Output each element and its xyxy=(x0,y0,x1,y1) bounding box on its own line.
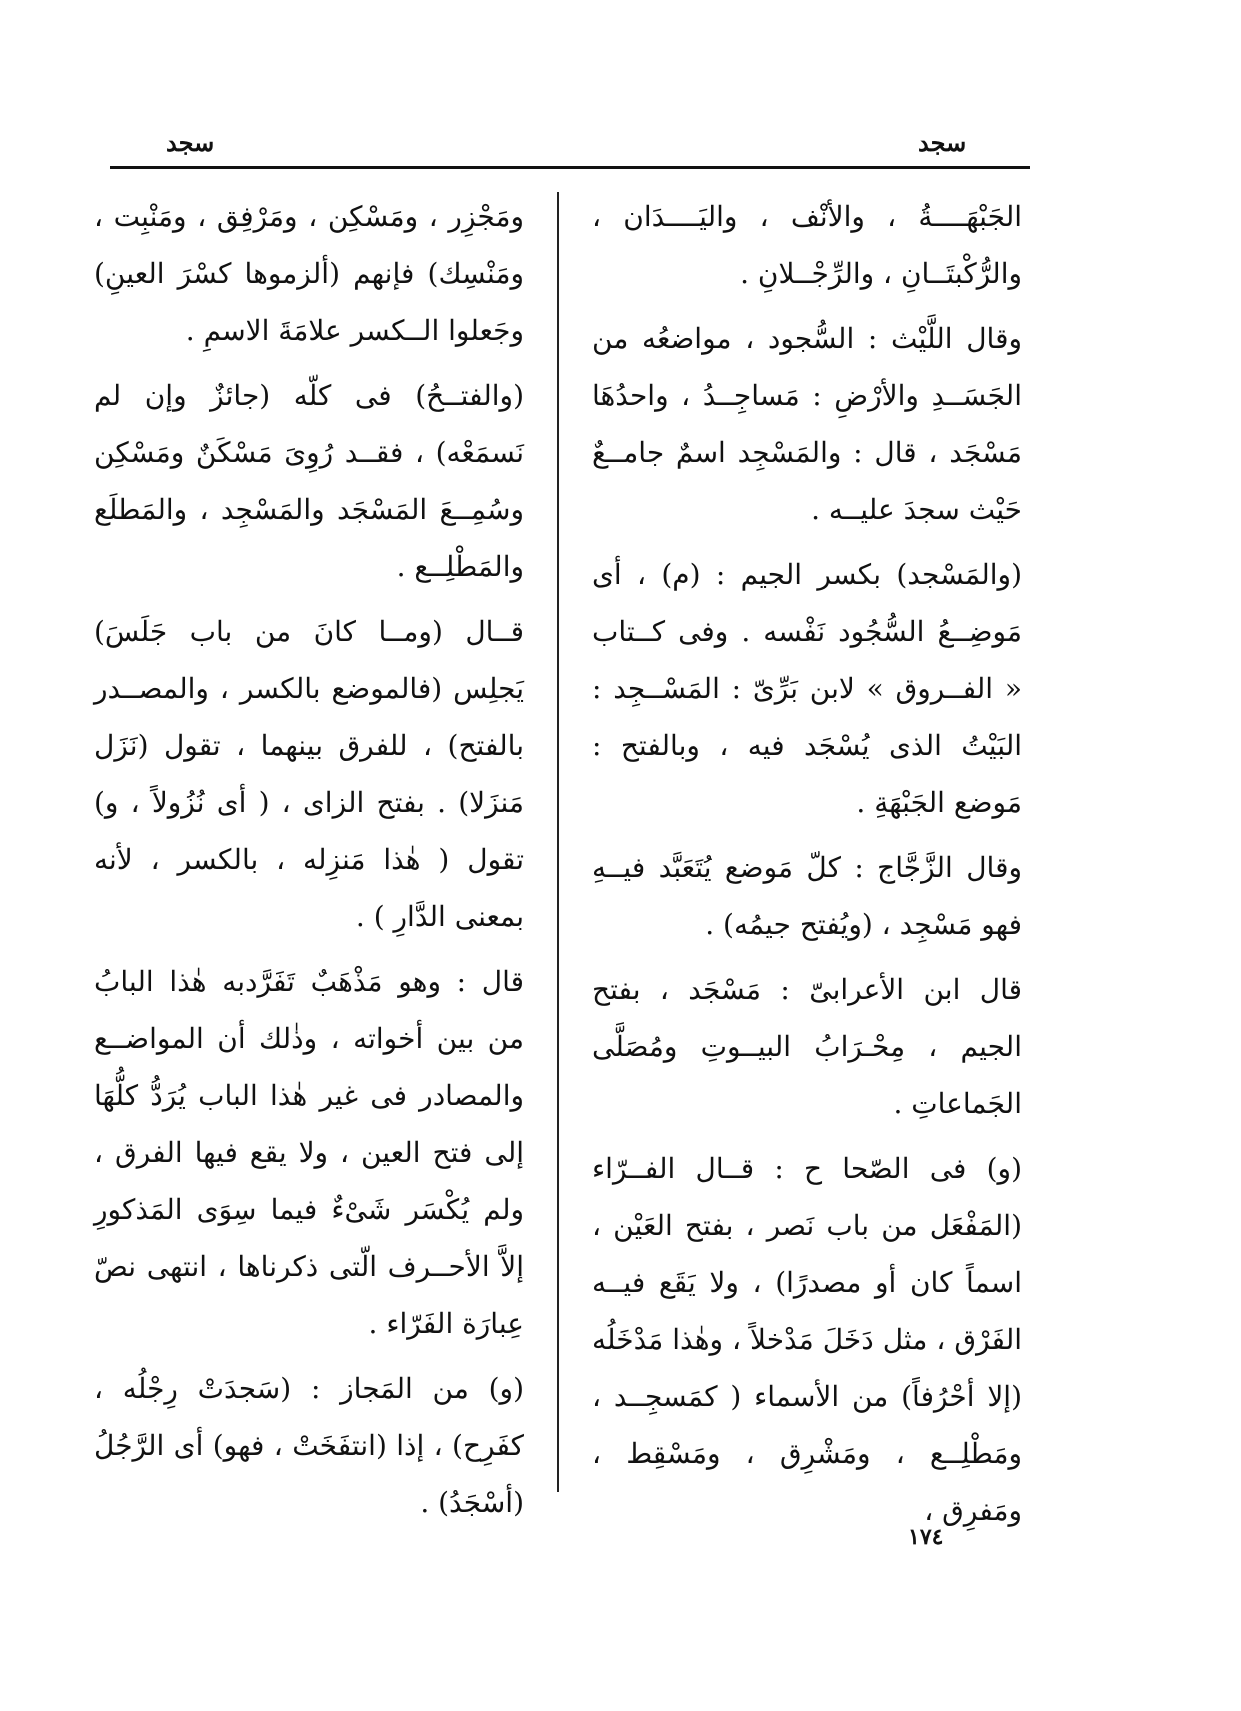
page-number: ١٧٤ xyxy=(908,1524,944,1550)
header-rule xyxy=(110,166,1030,169)
paragraph: ومَجْزِر ، ومَسْكِن ، ومَرْفِق ، ومَنْبِت ، ومَنْسِك) فإنهم (ألزموها كسْرَ العينِ) وجَعلوا الــكسر علامَةَ الاسمِ . xyxy=(94,200,524,347)
paragraph: (والمَسْجد) بكسر الجيم : (م) ، أى مَوضِــعُ السُّجُود نَفْسه . وفى كــتاب « الفــروق » لابن بَرِّىّ : المَسْــجِد : البَيْتُ الذى يُسْجَد فيه ، وبالفتح : مَوضع الجَبْهَةِ . xyxy=(592,558,1022,819)
paragraph: (و) من المَجاز : (سَجدَتْ رِجْلُه ، كفَرِح) ، إذا (انتفَخَتْ ، فهو) أى الرَّجُلُ (أسْجَدُ) . xyxy=(94,1372,524,1519)
paragraph: قــال (ومــا كانَ من باب جَلَسَ) يَجلِس (فالموضع بالكسر ، والمصــدر بالفتح) ، للفرق بينهما ، تقول (نَزَل مَنزَلا) . بفتح الزاى ، ( أى نُزُولاً ، و) تقول ( هٰذا مَنزِله ، بالكسر ، لأنه بمعنى الدَّارِ ) . xyxy=(94,615,524,933)
paragraph: وقال الزَّجَّاج : كلّ مَوضع يُتَعَبَّد فيــهِ فهو مَسْجِد ، (ويُفتح جيمُه) . xyxy=(592,851,1022,941)
paragraph: (و) فى الصّحا ح : قــال الفــرّاء (المَفْعَل من باب نَصر ، بفتح العَيْن ، اسماً كان أو مصدرًا) ، ولا يَقَع فيــه الفَرْق ، مثل دَخَلَ مَدْخلاً ، وهٰذا مَدْخَلُه (إلا أحْرُفاً) من الأسماء ( كمَسجِــد ، ومَطْلِــع ، ومَشْرِق ، ومَسْقِط ، ومَفرِق ، xyxy=(592,1152,1022,1527)
paragraph: (والفتــحُ) فى كلّه (جائزٌ وإن لم نَسمَعْه) ، فقــد رُوِىَ مَسْكَنٌ ومَسْكِن وسُمِــعَ المَسْجَد والمَسْجِد ، والمَطلَع والمَطْلِــع . xyxy=(94,379,524,583)
paragraph: وقال اللَّيْث : السُّجود ، مواضعُه من الجَسَــدِ والأرْضِ : مَساجِــدُ ، واحدُهَا مَسْجَد ، قال : والمَسْجِد اسمٌ جامــعٌ حَيْث سجدَ عليــه . xyxy=(592,322,1022,526)
paragraph: قال : وهو مَذْهَبٌ تَفَرَّدبه هٰذا البابُ من بين أخواته ، وذٰلك أن المواضــع والمصادر فى غير هٰذا الباب يُرَدُّ كلُّهَا إلى فتح العين ، ولا يقع فيها الفرق ، ولم يُكْسَر شَىْءٌ فيما سِوَى المَذكورِ إلاَّ الأحــرف الّتى ذكرناها ، انتهى نصّ عِبارَة الفَرّاء . xyxy=(94,965,524,1340)
column-divider xyxy=(557,192,559,1492)
right-column xyxy=(592,188,1022,1547)
paragraph: الجَبْهَــــةُ ، والأنْف ، واليَــــدَان ، والرُّكْبتَــانِ ، والرِّجْــلانِ . xyxy=(592,200,1022,290)
page-header-word: سجد xyxy=(918,128,967,157)
left-column xyxy=(94,188,524,1539)
paragraph: قال ابن الأعرابىّ : مَسْجَد ، بفتح الجيم ، مِحْـرَابُ البيــوتِ ومُصَلَّى الجَماعاتِ . xyxy=(592,973,1022,1120)
page-header-word: سجد xyxy=(166,128,215,157)
